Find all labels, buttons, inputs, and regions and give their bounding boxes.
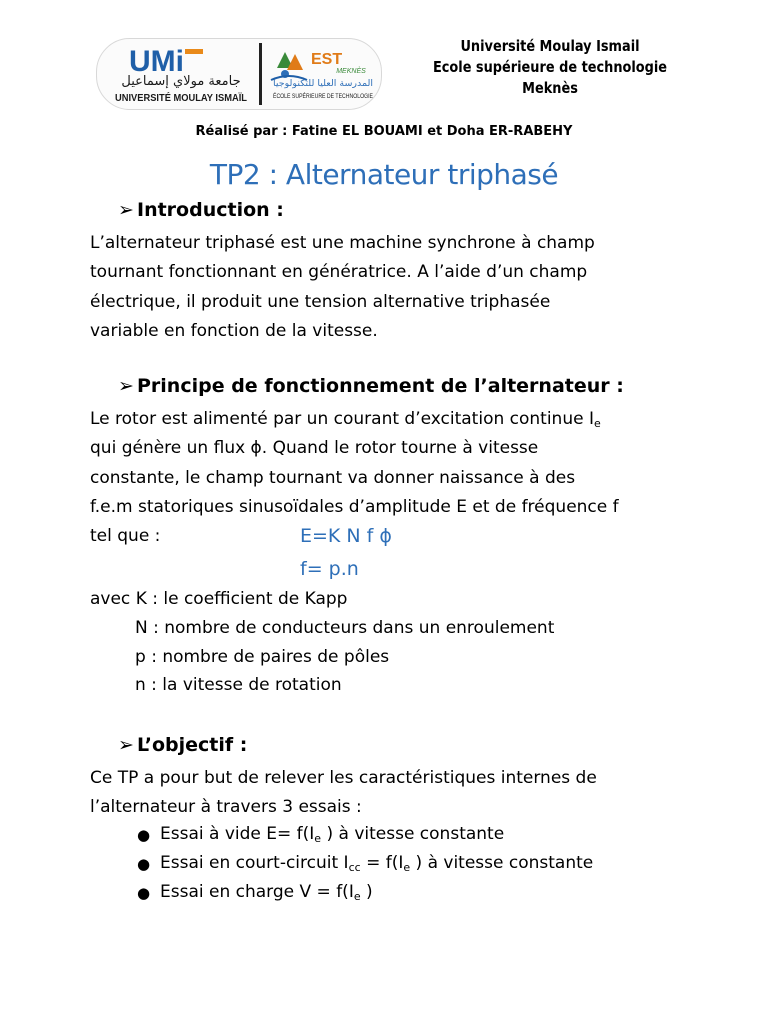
list-item: Essai à vide $E= f(I_e$ ) à vitesse constante <box>160 824 505 845</box>
current-subscript: e <box>593 417 601 430</box>
arrow-bullet-icon: ➢ <box>118 375 134 397</box>
institution-logos <box>96 38 390 110</box>
heading-label: Principe de fonctionnement de l’alternateur : <box>137 375 624 397</box>
formula-frequency: f= p.n <box>300 558 359 580</box>
objective-paragraph <box>90 764 710 823</box>
school-name: Ecole supérieure de technologie <box>432 58 668 76</box>
est-logo-name: ÉCOLE SUPÉRIEURE DE TECHNOLOGIE <box>273 94 390 100</box>
paragraph-line: L’alternateur triphasé est une machine synchrone à champ <box>90 233 595 253</box>
section-heading-objective <box>118 734 247 756</box>
bullet-dot-icon: ● <box>137 826 151 844</box>
est-logo <box>263 42 390 106</box>
principle-line-text: Le rotor est alimenté par un courant d’excitation continue I <box>90 409 594 429</box>
definition-line: avec K : le coefficient de Kapp <box>90 589 348 609</box>
page-title: TP2 : Alternateur triphasé <box>209 158 559 191</box>
introduction-paragraph <box>90 229 710 346</box>
principle-paragraph <box>90 405 710 551</box>
paragraph-line <box>90 405 710 434</box>
city-name: Meknès <box>522 79 578 97</box>
paragraph-line: l’alternateur à travers 3 essais : <box>90 797 362 818</box>
paragraph-line: tournant fonctionnant en génératrice. A l’aide d’un champ <box>90 262 588 283</box>
definition-line: N : nombre de conducteurs dans un enroulement <box>135 618 555 638</box>
paragraph-line: constante, le champ tournant va donner naissance à des <box>90 467 576 488</box>
paragraph-line: tel que : <box>90 526 161 547</box>
paragraph-line: f.e.m statoriques sinusoïdales d’amplitude E et de fréquence f <box>90 496 619 517</box>
paragraph-line: variable en fonction de la vitesse. <box>90 320 378 341</box>
heading-label: L’objectif : <box>137 734 248 756</box>
est-logo-mark: EST <box>311 51 343 68</box>
est-logo-city: MEKNÈS <box>336 68 366 75</box>
section-heading-introduction <box>118 199 284 221</box>
bullet-dot-icon: ● <box>137 884 151 902</box>
authors-byline: Réalisé par : Fatine EL BOUAMI et Doha ER-RABEHY <box>195 124 573 139</box>
paragraph-line: électrique, il produit une tension alternative triphasée <box>90 291 551 312</box>
university-name: Université Moulay Ismail <box>460 37 640 55</box>
paragraph-line: Ce TP a pour but de relever les caractéristiques internes de <box>90 768 597 788</box>
institution-names <box>421 36 679 99</box>
bullet-dot-icon: ● <box>137 855 151 873</box>
logo-divider <box>259 43 262 105</box>
list-item: Essai en court-circuit $I_{cc} = f(I_e$ ) à vitesse constante <box>160 853 594 874</box>
umi-logo <box>111 41 264 107</box>
heading-label: Introduction : <box>137 199 284 221</box>
definition-line: p : nombre de paires de pôles <box>135 647 390 667</box>
formula-emf: E=K N f ϕ <box>300 525 392 547</box>
arrow-bullet-icon: ➢ <box>118 199 134 221</box>
est-emblem-icon <box>271 52 307 80</box>
est-logo-arabic: المدرسة العليا للتكنولوجيا <box>273 79 373 89</box>
list-item: Essai en charge $V = f(I_e$ ) <box>160 882 373 903</box>
definition-line: n : la vitesse de rotation <box>135 675 342 695</box>
section-heading-principle <box>118 375 624 397</box>
umi-logo-name: UNIVERSITÉ MOULAY ISMAÏL <box>115 92 264 104</box>
umi-logo-arabic: جامعة مولاي إسماعيل <box>121 74 241 89</box>
paragraph-line: qui génère un flux ϕ. Quand le rotor tourne à vitesse <box>90 438 539 459</box>
arrow-bullet-icon: ➢ <box>118 734 134 756</box>
umi-logo-mark: UMi <box>129 45 184 78</box>
